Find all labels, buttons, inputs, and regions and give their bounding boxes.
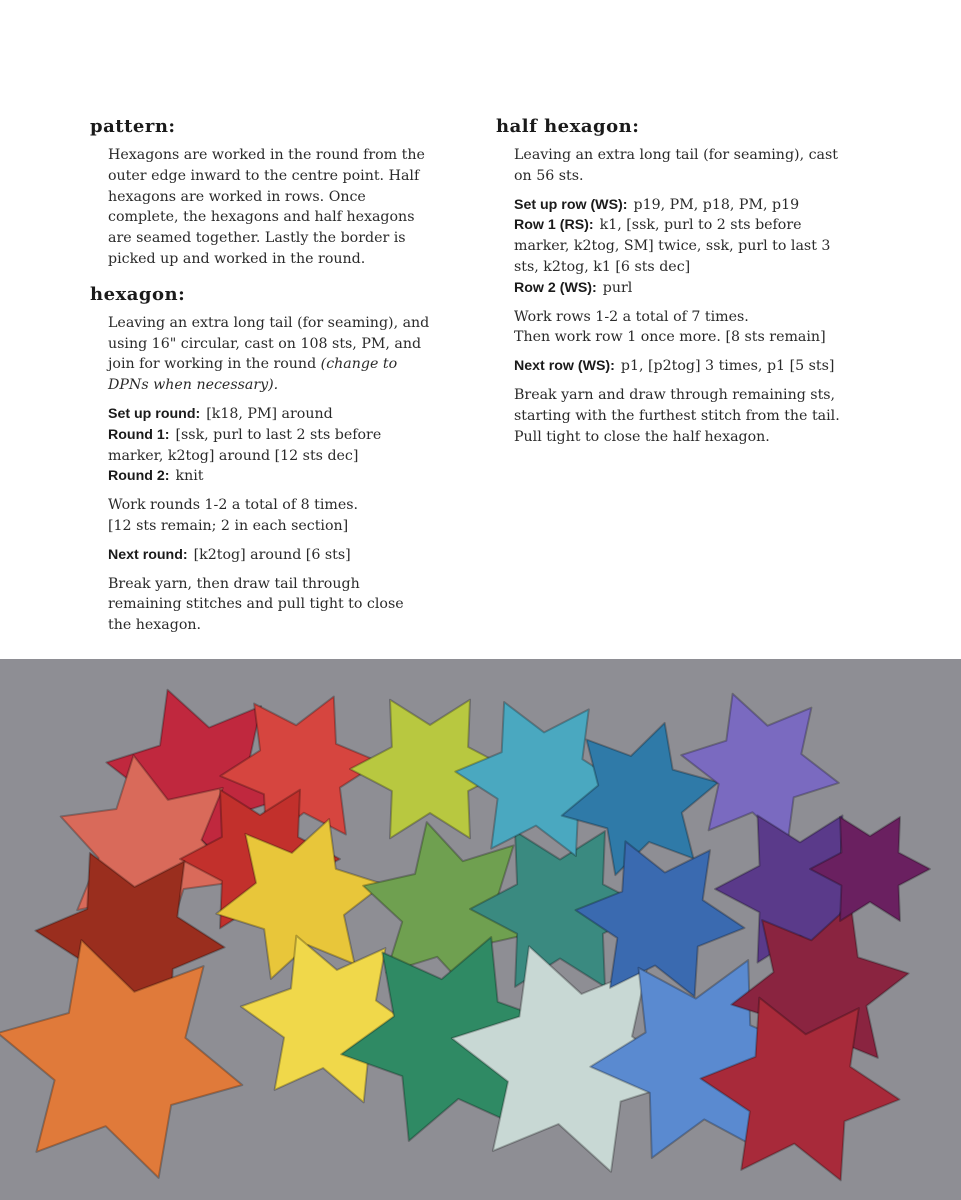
hexagon-intro-text: Leaving an extra long tail (for seaming), and using 16" circular, cast on 108 sts, PM, and join for working in the round	[108, 314, 430, 373]
hexagon-repeat-line-2: [12 sts remain; 2 in each section]	[108, 517, 349, 534]
round-2-text: knit	[175, 468, 204, 485]
row-1-text: k1, [ssk, purl to 2 sts before marker, k2tog, SM] twice, ssk, purl to last 3 sts, k2tog, k1 [6 sts dec]	[514, 217, 831, 275]
setup-round-label: Set up round:	[108, 405, 201, 422]
setup-row-label: Set up row (WS):	[514, 196, 628, 213]
row-2-label: Row 2 (WS):	[514, 279, 597, 296]
row-2-text: purl	[602, 279, 633, 296]
next-row-label: Next row (WS):	[514, 358, 615, 375]
hexagon-next-round	[108, 545, 430, 566]
half-hexagon-row-1	[514, 215, 856, 277]
right-column	[496, 110, 856, 455]
pattern-heading: pattern:	[90, 116, 176, 137]
hexagon-repeat-line-1: Work rounds 1-2 a total of 8 times.	[108, 497, 359, 514]
half-hexagon-body	[496, 145, 856, 447]
setup-round-text: [k18, PM] around	[206, 405, 333, 422]
hexagon-body	[90, 313, 430, 636]
pattern-text: Hexagons are worked in the round from the outer edge inward to the centre point. Half hexagons are worked in rows. Once complete, the hexagons and half hexagons are seamed together. Lastly the border is picked up and worked in the round.	[108, 147, 425, 267]
half-hexagon-heading: half hexagon:	[496, 116, 640, 137]
left-column	[90, 110, 430, 644]
hexagon-round-1	[108, 425, 430, 467]
half-hexagon-intro: Leaving an extra long tail (for seaming), cast on 56 sts.	[514, 147, 838, 184]
hexagon-intro	[108, 313, 430, 396]
half-hexagon-repeat-line-2: Then work row 1 once more. [8 sts remain]	[514, 329, 826, 346]
hexagon-rounds	[108, 404, 430, 487]
setup-row-text: p19, PM, p18, PM, p19	[633, 196, 800, 213]
half-hexagon-repeat	[514, 307, 856, 349]
half-hexagon-next-row	[514, 356, 856, 377]
knitted-stars-photo	[0, 659, 961, 1200]
half-hexagon-finish: Break yarn and draw through remaining sts, starting with the furthest stitch from the tail. Pull tight to close the half hexagon.	[514, 386, 840, 445]
half-hexagon-setup-row	[514, 195, 856, 216]
row-1-label: Row 1 (RS):	[514, 217, 594, 234]
half-hexagon-repeat-line-1: Work rows 1-2 a total of 7 times.	[514, 308, 749, 325]
hexagon-round-2	[108, 466, 430, 487]
half-hexagon-row-2	[514, 278, 856, 299]
next-round-label: Next round:	[108, 546, 188, 563]
hexagon-intro-italic: (change to DPNs when necessary).	[108, 356, 398, 394]
round-1-label: Round 1:	[108, 426, 170, 443]
hexagon-finish: Break yarn, then draw tail through remaining stitches and pull tight to close the hexagon.	[108, 575, 404, 634]
next-row-text: p1, [p2tog] 3 times, p1 [5 sts]	[620, 358, 835, 375]
round-2-label: Round 2:	[108, 468, 170, 485]
pattern-body	[90, 145, 430, 270]
round-1-text: [ssk, purl to last 2 sts before marker, k2tog] around [12 sts dec]	[108, 426, 382, 464]
hexagon-repeat	[108, 495, 430, 537]
half-hexagon-rows	[514, 195, 856, 299]
hexagon-heading: hexagon:	[90, 283, 186, 305]
next-round-text: [k2tog] around [6 sts]	[193, 546, 351, 563]
hexagon-setup-round	[108, 404, 430, 425]
